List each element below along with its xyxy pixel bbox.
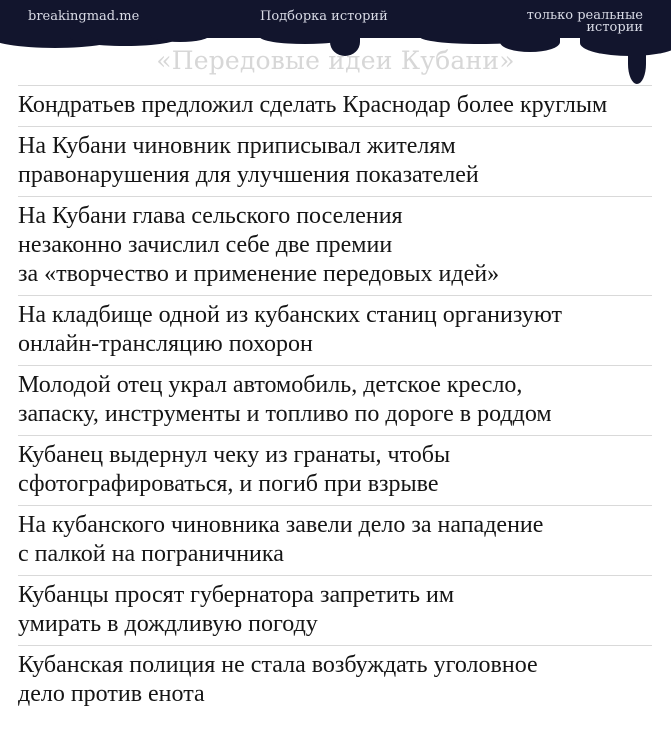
tagline: только реальные истории (526, 8, 643, 35)
story-item[interactable]: Кубанцы просят губернатора запретить им умирать в дождливую погоду (18, 575, 652, 645)
ink-drip (150, 28, 210, 42)
story-item[interactable]: На кладбище одной из кубанских станиц организуют онлайн-трансляцию похорон (18, 295, 652, 365)
story-item[interactable]: На Кубани чиновник приписывал жителям правонарушения для улучшения показателей (18, 126, 652, 196)
story-item[interactable]: Кубанец выдернул чеку из гранаты, чтобы сфотографироваться, и погиб при взрыве (18, 435, 652, 505)
story-item[interactable]: На Кубани глава сельского поселения незаконно зачислил себе две премии за «творчество и применение передовых идей» (18, 196, 652, 295)
page-title: «Передовые идеи Кубани» (156, 46, 515, 75)
story-item[interactable]: Кондратьев предложил сделать Краснодар более круглым (18, 85, 652, 126)
site-name[interactable]: breakingmad.me (28, 9, 140, 24)
story-item[interactable]: Молодой отец украл автомобиль, детское кресло, запаску, инструменты и топливо по дороге в роддом (18, 365, 652, 435)
story-item[interactable]: На кубанского чиновника завели дело за нападение с палкой на пограничника (18, 505, 652, 575)
story-item[interactable]: Кубанская полиция не стала возбуждать уголовное дело против енота (18, 645, 652, 715)
section-label: Подборка историй (260, 9, 388, 24)
story-list (18, 85, 652, 715)
